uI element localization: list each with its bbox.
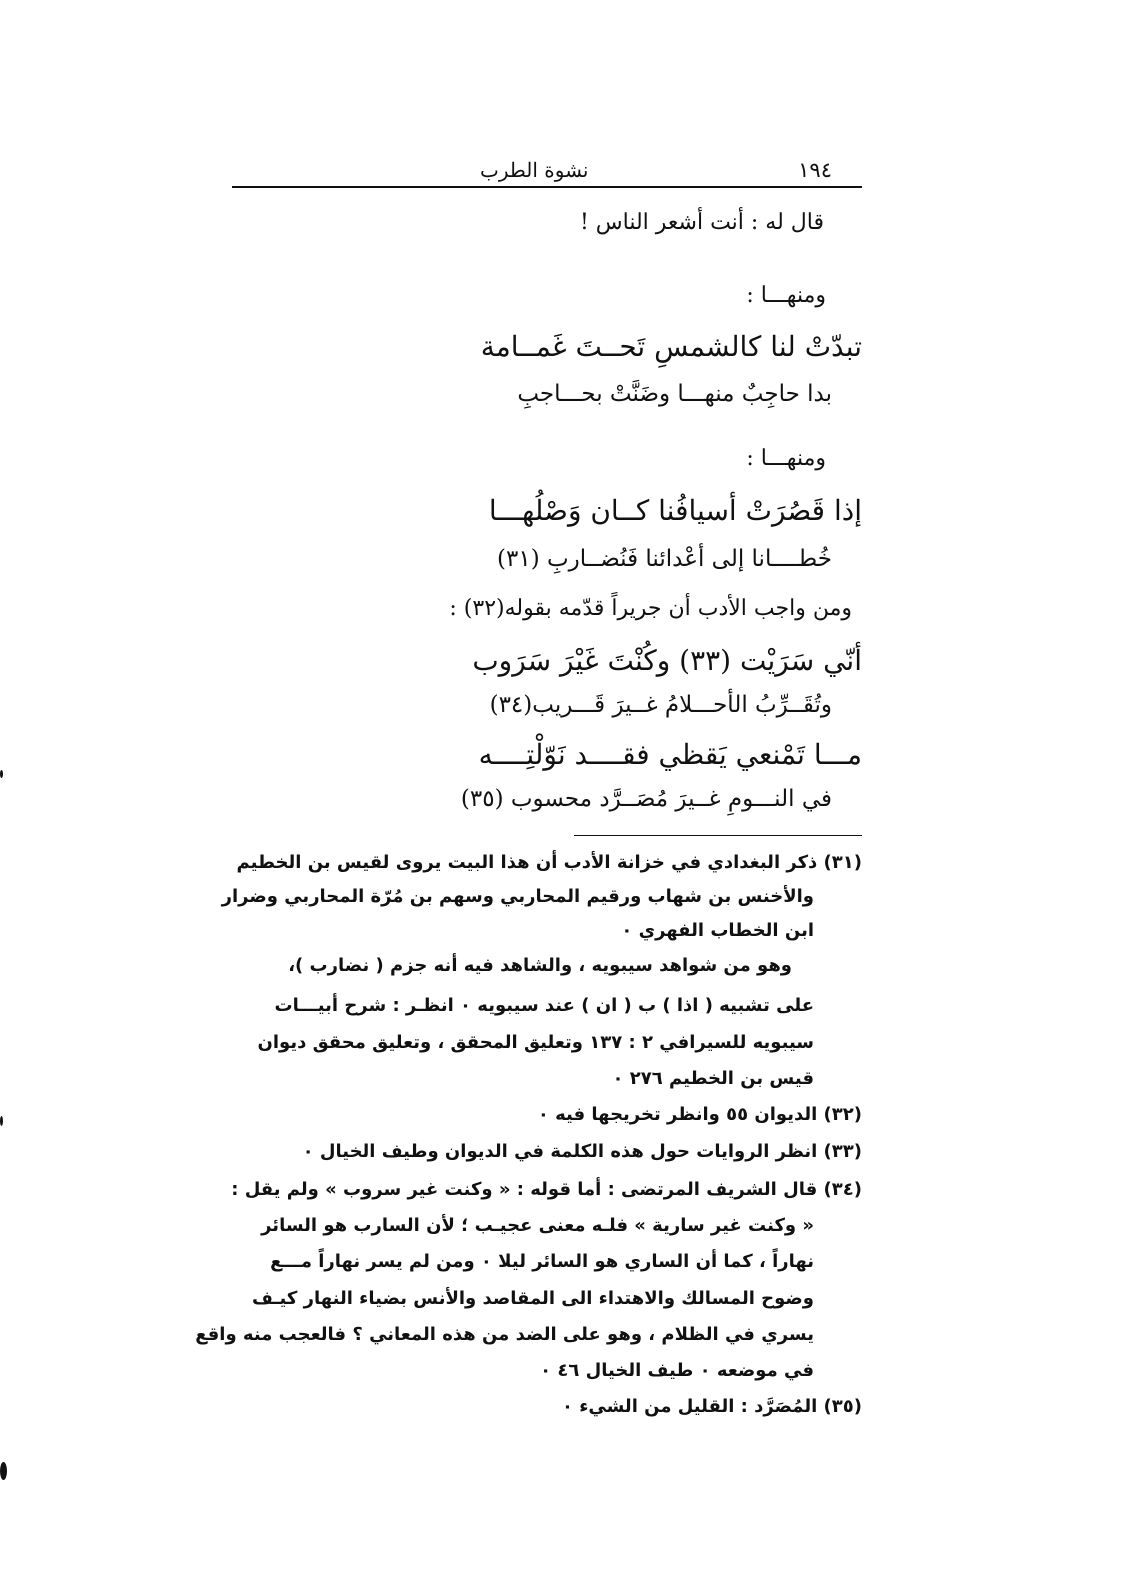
- verse-4-hemistich-2: في النـــومِ غــيرَ مُصَــرَّد محسوب (٣٥): [460, 786, 832, 812]
- scan-speck: [0, 770, 3, 778]
- page-number: ١٩٤: [798, 158, 832, 182]
- running-header: [232, 158, 862, 188]
- verse-2-hemistich-1: إذا قَصُرَتْ أسيافُنا كــان وَصْلُهـــا: [488, 494, 862, 527]
- scan-speck: [0, 1116, 3, 1126]
- footnote-31-line-3: ابن الخطاب الفهري ٠: [621, 920, 814, 941]
- footnote-34-line-4: وضوح المسالك والاهتداء الى المقاصد والأنس بضياء النهار كيـف: [251, 1288, 814, 1309]
- footnote-31-line-4: وهو من شواهد سيبويه ، والشاهد فيه أنه جزم ( نضارب )،: [288, 955, 792, 976]
- body-line-8: ومن واجب الأدب أن جريراً قدّمه بقوله(٣٢) :: [449, 596, 852, 621]
- footnote-32: (٣٢) الديوان ٥٥ وانظر تخريجها فيه ٠: [537, 1104, 862, 1125]
- footnote-34-line-5: يسري في الظلام ، وهو على الضد من هذه المعاني ؟ فالعجب منه واقع: [195, 1324, 814, 1345]
- verse-2-hemistich-2: خُطــــانا إلى أعْدائنا فَنُضــاربِ (٣١): [497, 546, 832, 572]
- verse-4-hemistich-1: مـــا تَمْنعي يَقظي فقــــد نَوّلْتِــــه: [478, 738, 862, 771]
- footnote-34-line-1: (٣٤) قال الشريف المرتضى : أما قوله : « وكنت غير سروب » ولم يقل :: [231, 1179, 862, 1200]
- footnote-34-line-3: نهاراً ، كما أن الساري هو السائر ليلا ٠ ومن لم يسر نهاراً مـــع: [270, 1251, 814, 1272]
- body-line-5: ومنهـــا :: [746, 446, 826, 471]
- verse-3-hemistich-1: أنّي سَرَيْت (٣٣) وكُنْتَ غَيْرَ سَرَوب: [472, 644, 862, 677]
- verse-3-hemistich-2: وتُقَــرِّبُ الأحـــلامُ غــيرَ قَـــريب(٣٤): [489, 692, 832, 718]
- footnote-34-line-2: « وكنت غير سارية » فلـه معنى عجيـب ؛ لأن السارب هو السائر: [261, 1215, 814, 1236]
- footnote-31-line-5: على تشبيه ( اذا ) ب ( ان ) عند سيبويه ٠ انظـر : شرح أبيـــات: [274, 995, 814, 1016]
- body-line-2: ومنهـــا :: [746, 283, 826, 308]
- book-title: نشوة الطرب: [480, 158, 589, 182]
- footnote-31-line-1: (٣١) ذكر البغدادي في خزانة الأدب أن هذا البيت يروى لقيس بن الخطيم: [236, 852, 862, 873]
- footnote-34-line-6: في موضعه ٠ طيف الخيال ٤٦ ٠: [540, 1360, 814, 1381]
- verse-1-hemistich-2: بدا حاجِبٌ منهـــا وضَنَّتْ بحـــاجبِ: [517, 381, 832, 407]
- footnote-31-line-7: قيس بن الخطيم ٢٧٦ ٠: [612, 1068, 814, 1089]
- verse-1-hemistich-1: تبدّتْ لنا كالشمسِ تَحــتَ غَمــامة: [480, 330, 862, 363]
- footnote-33: (٣٣) انظر الروايات حول هذه الكلمة في الديوان وطيف الخيال ٠: [302, 1141, 862, 1162]
- footnote-35: (٣٥) المُصَرَّد : القليل من الشيء ٠: [561, 1396, 862, 1417]
- body-line-1: قال له : أنت أشعر الناس !: [579, 210, 824, 235]
- footnote-separator: [574, 835, 862, 836]
- footnote-31-line-2: والأخنس بن شهاب ورقيم المحاربي وسهم بن مُرّة المحاربي وضرار: [221, 886, 814, 907]
- footnote-31-line-6: سيبويه للسيرافي ٢ : ١٣٧ وتعليق المحقق ، وتعليق محقق ديوان: [257, 1032, 814, 1053]
- scan-speck: [0, 1462, 7, 1480]
